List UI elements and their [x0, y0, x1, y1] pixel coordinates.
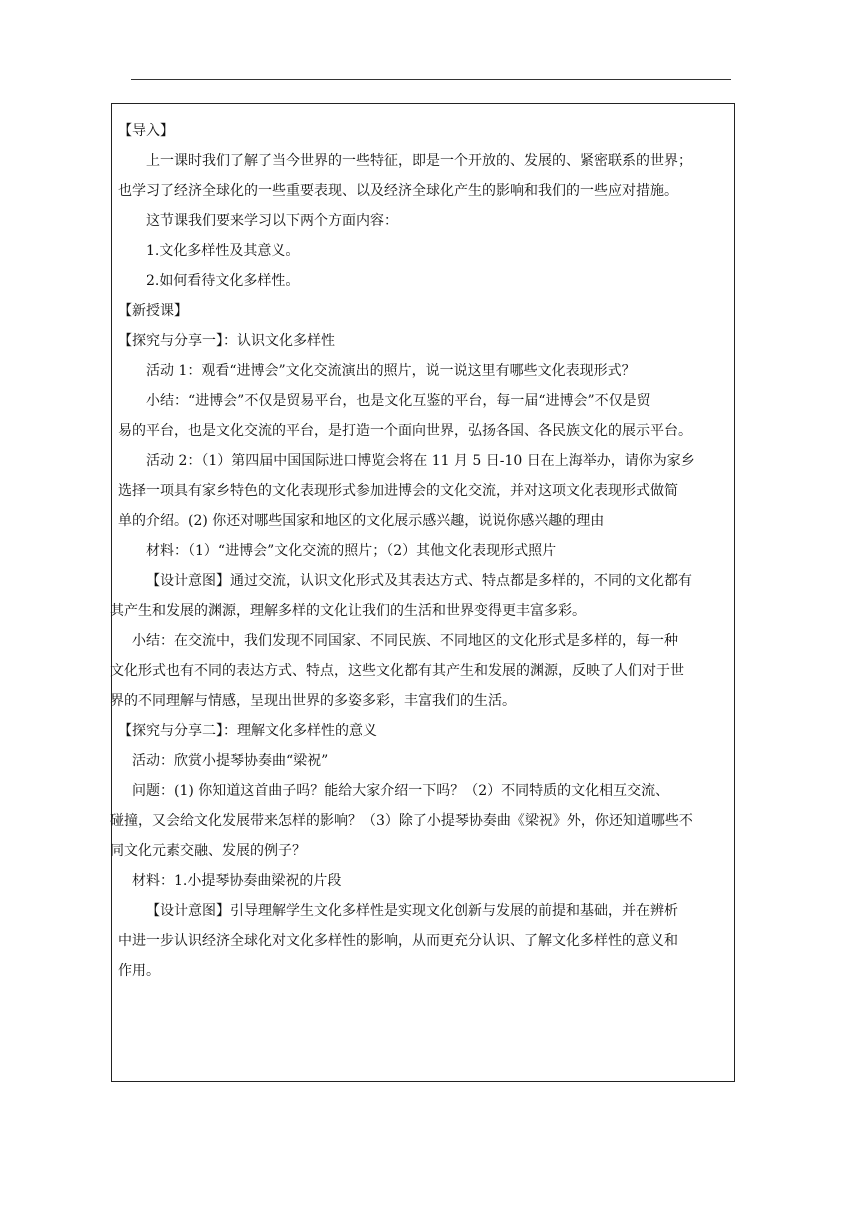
materials-1: 材料：（1）“进博会”文化交流的照片；（2）其他文化表现形式照片 — [146, 543, 557, 559]
section-heading-new-lesson: 【新授课】 — [118, 303, 188, 319]
activity-1: 活动 1：观看“进博会”文化交流演出的照片，说一说这里有哪些文化表现形式？ — [146, 363, 636, 379]
design-intent-1: 【设计意图】通过交流，认识文化形式及其表达方式、特点都是多样的，不同的文化都有 — [146, 573, 692, 589]
objective-item-2: 2.如何看待文化多样性。 — [146, 273, 300, 289]
materials-2: 材料：1.小提琴协奏曲梁祝的片段 — [132, 873, 342, 889]
summary-2-cont-1: 文化形式也有不同的表达方式、特点，这些文化都有其产生和发展的渊源，反映了人们对于世 — [110, 663, 684, 679]
intro-paragraph-cont: 也学习了经济全球化的一些重要表现、以及经济全球化产生的影响和我们的一些应对措施。 — [118, 183, 678, 199]
header-rule — [131, 79, 731, 80]
inquiry-heading-2: 【探究与分享二】：理解文化多样性的意义 — [118, 723, 377, 739]
questions-cont-2: 同文化元素交融、发展的例子？ — [110, 843, 306, 859]
summary-1: 小结：“进博会”不仅是贸易平台，也是文化互鉴的平台，每一届“进博会”不仅是贸 — [146, 393, 651, 409]
summary-2: 小结：在交流中，我们发现不同国家、不同民族、不同地区的文化形式是多样的，每一种 — [132, 633, 678, 649]
lesson-content — [110, 116, 730, 986]
section-heading-intro: 【导入】 — [118, 123, 174, 139]
design-intent-2: 【设计意图】引导理解学生文化多样性是实现文化创新与发展的前提和基础，并在辨析 — [146, 903, 678, 919]
questions-cont-1: 碰撞，又会给文化发展带来怎样的影响？（3）除了小提琴协奏曲《梁祝》外，你还知道哪些不 — [110, 813, 693, 829]
activity-3: 活动：欣赏小提琴协奏曲“梁祝” — [132, 753, 329, 769]
inquiry-heading-1: 【探究与分享一】：认识文化多样性 — [118, 333, 335, 349]
lesson-overview: 这节课我们要来学习以下两个方面内容： — [146, 213, 398, 229]
design-intent-1-cont: 其产生和发展的渊源，理解多样的文化让我们的生活和世界变得更丰富多彩。 — [110, 603, 586, 619]
activity-2: 活动 2：（1）第四届中国国际进口博览会将在 11 月 5 日-10 日在上海举办，请你为家乡 — [146, 453, 695, 469]
summary-1-cont: 易的平台，也是文化交流的平台，是打造一个面向世界，弘扬各国、各民族文化的展示平台。 — [118, 423, 692, 439]
design-intent-2-cont-2: 作用。 — [118, 963, 160, 979]
questions: 问题：(1) 你知道这首曲子吗？能给大家介绍一下吗？（2）不同特质的文化相互交流、 — [132, 783, 670, 799]
objective-item-1: 1.文化多样性及其意义。 — [146, 243, 300, 259]
design-intent-2-cont-1: 中进一步认识经济全球化对文化多样性的影响，从而更充分认识、了解文化多样性的意义和 — [118, 933, 678, 949]
intro-paragraph: 上一课时我们了解了当今世界的一些特征，即是一个开放的、发展的、紧密联系的世界； — [146, 153, 692, 169]
summary-2-cont-2: 界的不同理解与情感，呈现出世界的多姿多彩，丰富我们的生活。 — [110, 693, 516, 709]
activity-2-cont-1: 选择一项具有家乡特色的文化表现形式参加进博会的文化交流，并对这项文化表现形式做简 — [118, 483, 678, 499]
activity-2-cont-2: 单的介绍。(2) 你还对哪些国家和地区的文化展示感兴趣，说说你感兴趣的理由 — [118, 513, 605, 529]
